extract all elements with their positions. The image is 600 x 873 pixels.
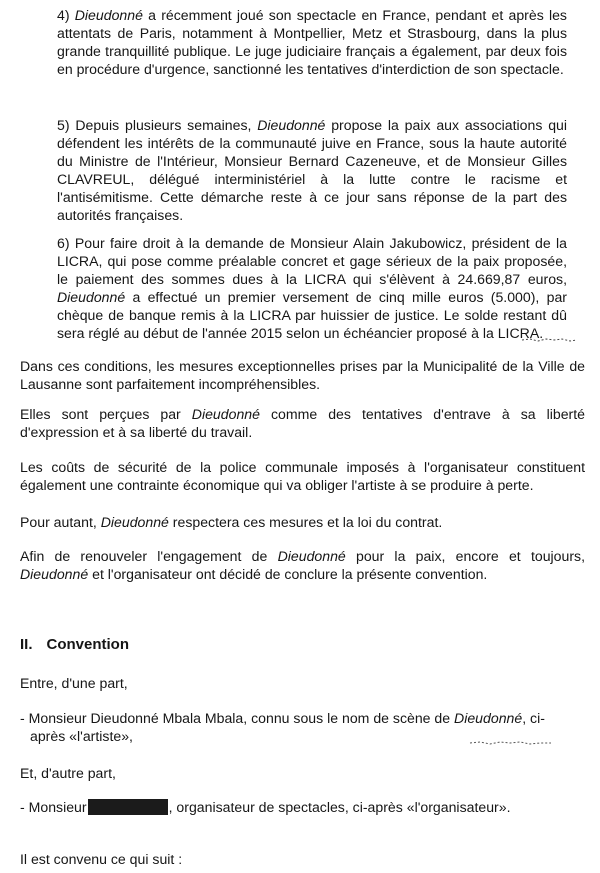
- agreement-intro: Il est convenu ce qui suit :: [20, 851, 183, 867]
- paragraph-text: - Monsieur: [20, 799, 87, 815]
- paragraph-text: , ci-: [522, 710, 545, 726]
- artist-name: Dieudonné: [57, 289, 126, 305]
- paragraph-text: - Monsieur Dieudonné Mbala Mbala, connu sous le nom de scène de: [20, 710, 455, 726]
- redacted-name-block: [88, 799, 168, 815]
- paragraph-respectera: [20, 513, 442, 531]
- artist-name: Dieudonné: [74, 7, 143, 23]
- paragraph-text: a effectué un premier versement de cinq mille euros (5.000), par chèque de banque remis à la LICRA par huissier de justice. Le solde restant dû sera réglé au début de l'année 2015 selon un échéancier proposé à la LICRA.: [57, 289, 567, 341]
- paragraph-text: propose la paix aux associations qui défendent les intérêts de la communauté juive en France, sous la haute autorité du Ministre de l'Intérieur, Monsieur Bernard Cazeneuve, et de Monsieur Gilles CLAVREUL, délégué interministériel à la lutte contre le racisme et l'antisémitisme. Cette démarche reste à ce jour sans réponse de la part des autorités françaises.: [57, 117, 568, 223]
- artist-party-line-2: après «l'artiste»,: [30, 728, 133, 744]
- paragraph-conditions: Dans ces conditions, les mesures exceptionnelles prises par la Municipalité de la Ville de Lausanne sont parfaitement incompréhensibles.: [20, 358, 585, 392]
- paragraph-text: , organisateur de spectacles, ci-après «l'organisateur».: [168, 799, 511, 815]
- paragraph-text: Elles sont perçues par: [20, 406, 192, 422]
- paragraph-number: 4): [57, 7, 75, 23]
- paragraph-text: 5) Depuis plusieurs semaines,: [57, 117, 258, 133]
- paragraph-text: 6) Pour faire droit à la demande de Monsieur Alain Jakubowicz, président de la LICRA, qui pose comme préalable concret et gage sérieux de la paix proposée, le paiement des sommes dues à la LICRA qui s'élèvent à 24.669,87 euros,: [57, 235, 567, 287]
- artist-name: Dieudonné: [277, 548, 346, 564]
- paragraph-afin: [20, 547, 585, 583]
- artist-name: Dieudonné: [191, 406, 260, 422]
- organizer-party-line: [20, 798, 511, 816]
- paragraph-6: [57, 234, 567, 342]
- paragraph-couts: Les coûts de sécurité de la police communale imposés à l'organisateur constituent également une contrainte économique qui va obliger l'artiste à se produire à perte.: [20, 459, 585, 493]
- party-intro-2: Et, d'autre part,: [20, 765, 116, 781]
- paragraph-4: [57, 6, 567, 78]
- artist-name: Dieudonné: [100, 514, 169, 530]
- section-heading: [20, 636, 129, 654]
- paragraph-text: comme des tentatives d'entrave à sa liberté d'expression et à sa liberté du travail.: [20, 406, 585, 440]
- paragraph-text: a récemment joué son spectacle en France, pendant et après les attentats de Paris, notamment à Montpellier, Metz et Strasbourg, dans la plus grande tranquillité publique. Le juge judiciaire français a également, par deux fois en procédure d'urgence, sanctionné les tentatives d'interdiction de son spectacle.: [57, 7, 567, 77]
- paragraph-text: respectera ces mesures et la loi du contrat.: [168, 514, 443, 530]
- section-number: II.: [20, 636, 33, 653]
- paragraph-text: pour la paix, encore et toujours,: [345, 548, 585, 564]
- paragraph-text: Afin de renouveler l'engagement de: [20, 548, 278, 564]
- artist-name: Dieudonné: [454, 710, 523, 726]
- handwritten-mark: [468, 738, 554, 748]
- artist-name: Dieudonné: [257, 117, 326, 133]
- artist-name: Dieudonné: [20, 566, 89, 582]
- paragraph-5: [57, 116, 567, 224]
- paragraph-percues: [20, 405, 585, 441]
- section-title: Convention: [46, 636, 130, 653]
- handwritten-mark: [520, 334, 580, 346]
- party-intro-1: Entre, d'une part,: [20, 675, 128, 691]
- paragraph-text: Pour autant,: [20, 514, 101, 530]
- paragraph-text: et l'organisateur ont décidé de conclure la présente convention.: [88, 566, 488, 582]
- artist-party-line: [20, 709, 545, 727]
